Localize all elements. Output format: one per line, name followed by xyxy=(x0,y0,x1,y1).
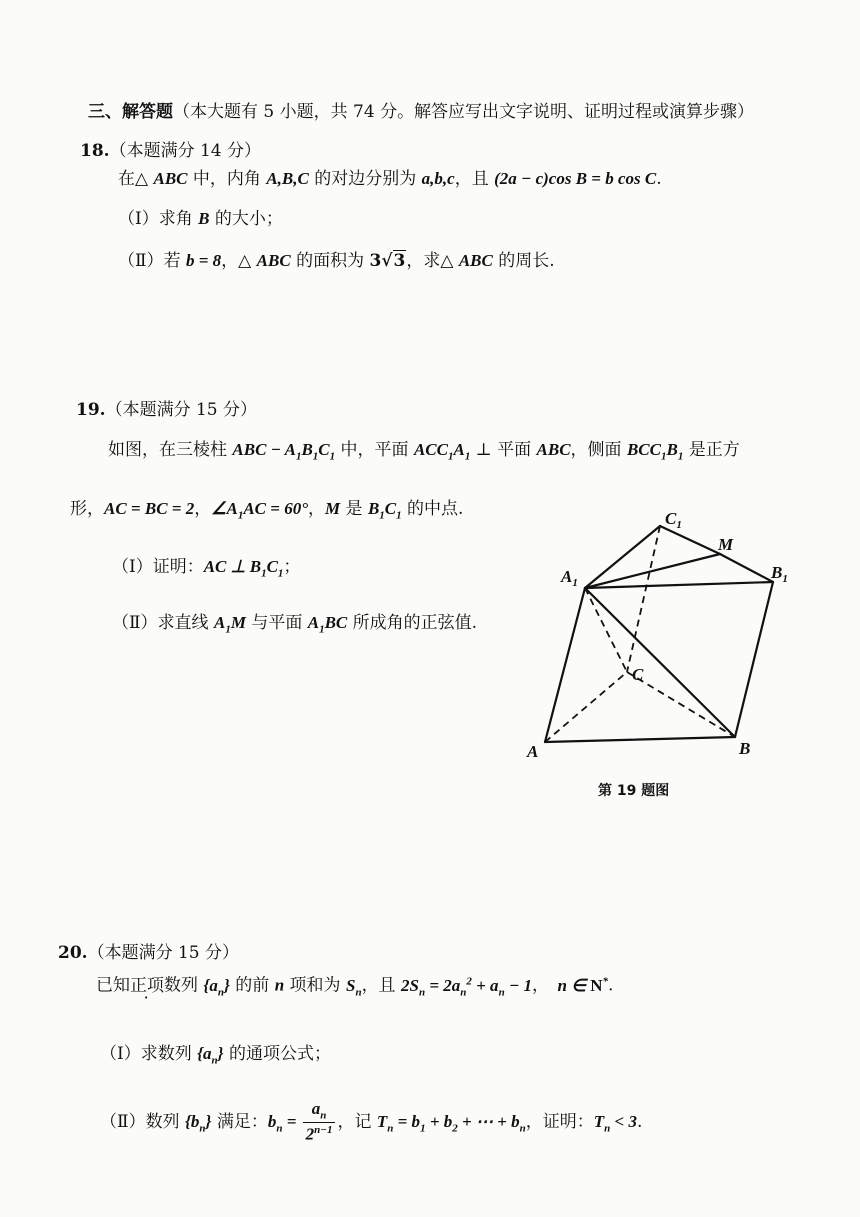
edge-a1-a xyxy=(545,588,585,742)
label-a: A xyxy=(527,742,539,761)
label-a1: $A_1$ xyxy=(561,567,578,589)
label-b1: $B_1$ xyxy=(771,563,788,585)
edge-c1-m xyxy=(660,526,720,554)
edge-b1-b xyxy=(735,582,773,737)
edge-a1-b xyxy=(585,588,735,737)
q19-header: 19.（本题满分 15 分） xyxy=(76,400,258,420)
q19-stem-line1: 如图，在三棱柱 ABC − $A_1B_1C_1$ 中，平面 $ACC_1A_1$ ⊥ 平面 ABC，侧面 $BCC_1B_1$ 是正方 xyxy=(108,440,740,463)
q20-stem: 已知正项数列 $\{a_n\}$ 的前 n 项和为 $S_n$，且 $2S_n = 2a_n^2 + a_n - 1$， n ∈ N*. xyxy=(96,975,614,999)
edge-m-b1 xyxy=(720,554,773,582)
q20-part1: （Ⅰ）求数列 $\{a_n\}$ 的通项公式； xyxy=(100,1044,331,1067)
fraction: $\frac{a_n}{2^{n-1}}$ xyxy=(303,1100,336,1145)
q19-stem-line2: 形，AC = BC = 2，$\angle A_1AC = 60^\circ$，M 是 $B_1C_1$ 的中点. xyxy=(70,499,464,522)
q18-header: 18.（本题满分 14 分） xyxy=(80,141,262,161)
q19-part2: （Ⅱ）求直线 $A_1M$ 与平面 $A_1BC$ 所成角的正弦值. xyxy=(112,613,478,636)
section-heading: 三、解答题（本大题有 5 小题，共 74 分。解答应写出文字说明、证明过程或演算步骤） xyxy=(88,102,755,122)
q20-header: 20.（本题满分 15 分） xyxy=(58,943,240,963)
label-b: B xyxy=(739,739,751,758)
prism-figure xyxy=(515,500,805,770)
edge-a1-b1 xyxy=(585,582,773,588)
q18-stem: 在△ ABC 中，内角 A,B,C 的对边分别为 a,b,c，且 (2a − c)cos B = b cos C. xyxy=(118,169,662,189)
figure-caption: 第 19 题图 xyxy=(598,783,670,799)
edge-a-c xyxy=(545,672,627,742)
edge-a-b xyxy=(545,737,735,742)
q18-part2: （Ⅱ）若 b = 8，△ ABC 的面积为 3√3，求△ ABC 的周长. xyxy=(118,251,555,271)
q19-part1: （Ⅰ）证明：AC ⊥ $B_1C_1$； xyxy=(112,557,301,580)
label-c: C xyxy=(632,665,644,684)
edge-a1-c xyxy=(585,588,627,672)
q20-part2: （Ⅱ）数列 $\{b_n\}$ 满足：$b_n$ = $\frac{a_n}{2^{n-1}}$ ，记 $T_n = b_1 + b_2$ + ⋯ + $b_n$，证明：$T_n < 3$. xyxy=(100,1099,643,1145)
label-m: M xyxy=(718,535,734,554)
q18-part1: （Ⅰ）求角 B 的大小； xyxy=(118,209,283,229)
label-c1: $C_1$ xyxy=(665,509,682,531)
